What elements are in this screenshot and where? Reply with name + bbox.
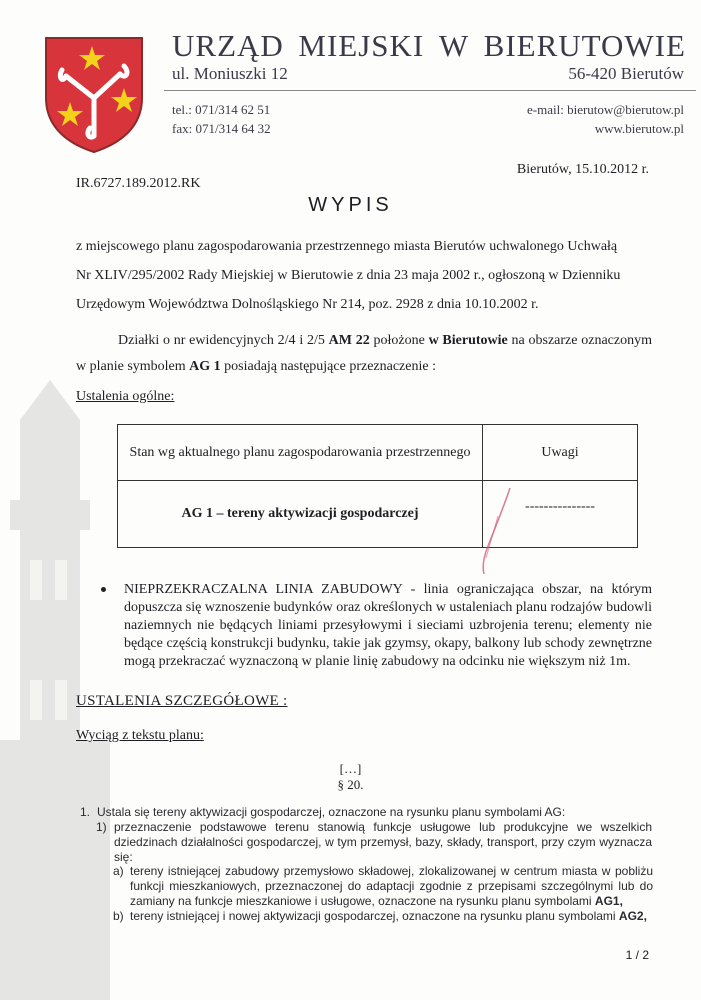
- list-number: 1.: [80, 805, 91, 819]
- list-item: [113, 909, 653, 924]
- intro-line: Nr XLIV/295/2002 Rady Miejskiej w Bierutowie z dnia 23 maja 2002 r., ogłoszoną w Dzienniku: [76, 268, 621, 283]
- list-text: [130, 909, 653, 924]
- list-item: [80, 805, 660, 820]
- office-name-word: BIERUTOWIE: [483, 28, 686, 63]
- intro-line: z miejscowego planu zagospodarowania przestrzennego miasta Bierutów uchwalonego Uchwałą: [76, 239, 618, 254]
- bullet-dot: [101, 587, 106, 592]
- intro-paragraph: [76, 232, 652, 319]
- phone-number: tel.: 071/314 62 51: [172, 102, 271, 117]
- phone-block: [172, 100, 271, 138]
- list-text-part: tereny istniejącej zabudowy przemysłowo składowej, zlokalizowanej w centrum miasta w pobliżu funkcji mieszkaniowych, przeznaczonej do adaptacji zgodnie z przepisami szczególnymi lub do zamiany na funkcje mieszkaniowe i usługowe, oznaczone na rysunku planu symbolami: [130, 864, 653, 908]
- parcels-text: na obszarze oznaczonym w planie symbolem: [76, 333, 652, 374]
- paragraph-number: § 20.: [337, 777, 364, 792]
- parcels-location: w Bierutowie: [428, 333, 508, 348]
- online-block: [527, 100, 684, 138]
- intro-line: Urzędowym Województwa Dolnośląskiego Nr 214, poz. 2928 z dnia 10.10.2002 r.: [76, 297, 539, 312]
- plan-excerpt-heading: Wyciąg z tekstu planu:: [76, 728, 204, 743]
- list-symbol: AG1,: [594, 894, 623, 908]
- map-sheet-number: AM 22: [328, 333, 370, 348]
- office-name-word: MIEJSKI: [298, 28, 425, 63]
- zoning-table: [117, 424, 638, 548]
- detailed-provisions-heading: USTALENIA SZCZEGÓŁOWE :: [76, 693, 288, 709]
- section-marker: [0, 761, 701, 793]
- list-symbol: AG2,: [618, 909, 647, 923]
- parcels-text: Działki o nr ewidencyjnych 2/4 i 2/5: [118, 333, 329, 348]
- building-line-definition: NIEPRZEKRACZALNA LINIA ZABUDOWY - linia ograniczająca obszar, na którym dopuszcza się wznoszenie budynków oraz określonych w ustaleniach planu rodzajów budowli naziemnych nie będących liniami przesyłowymi i sieciami uzbrojenia terenu; elementy nie będące częścią konstrukcji budynku, takie jak gzymsy, okapy, balkony lub schody zewnętrzne mogą przekraczać wyznaczoną w planie linię zabudowy na odcinku nie większym niż 1m.: [124, 582, 652, 669]
- office-name: [172, 28, 686, 64]
- website-address: www.bierutow.pl: [594, 121, 684, 136]
- plan-symbol: AG 1: [189, 359, 221, 374]
- list-number: a): [113, 864, 124, 878]
- header-divider: [164, 90, 696, 91]
- fax-number: fax: 071/314 64 32: [172, 121, 271, 136]
- table-header-remarks: Uwagi: [483, 425, 638, 481]
- pen-mark-icon: [474, 486, 514, 576]
- postal-address: 56-420 Bierutów: [568, 64, 684, 83]
- contact-row: [172, 100, 684, 138]
- coat-of-arms-icon: [44, 36, 144, 154]
- table-cell-remarks: ---------------: [483, 481, 638, 548]
- list-number: 1): [96, 820, 107, 834]
- general-provisions-heading: Ustalenia ogólne:: [76, 389, 175, 404]
- document-title: WYPIS: [308, 194, 393, 216]
- list-text: przeznaczenie podstawowe terenu stanowią funkcje usługowe lub produkcyjne we wszelkich dziedzinach działalności gospodarczej, w tym przemysł, bazy, składy, transport, przy czym wyznacza się:: [114, 820, 652, 864]
- table-cell-zone: AG 1 – tereny aktywizacji gospodarczej: [118, 481, 483, 548]
- address-row: [172, 64, 684, 84]
- street-address: ul. Moniuszki 12: [172, 64, 288, 83]
- office-name-word: W: [438, 28, 470, 63]
- parcels-paragraph: [76, 328, 652, 380]
- table-header-row: [118, 425, 638, 481]
- page-number: 1 / 2: [625, 948, 649, 962]
- list-item: [113, 864, 653, 909]
- table-row: [118, 481, 638, 548]
- list-text: [130, 864, 653, 909]
- reference-number: IR.6727.189.2012.RK: [76, 176, 201, 191]
- list-number: b): [113, 909, 124, 923]
- list-text: Ustala się tereny aktywizacji gospodarczej, oznaczone na rysunku planu symbolami AG:: [97, 805, 566, 819]
- list-text-part: tereny istniejącej i nowej aktywizacji gospodarczej, oznaczone na rysunku planu symbolami: [130, 909, 619, 923]
- parcels-text: posiadają następujące przeznaczenie :: [220, 359, 436, 374]
- table-header-plan-status: Stan wg aktualnego planu zagospodarowania przestrzennego: [118, 425, 483, 481]
- list-item: [96, 820, 652, 865]
- email-address: e-mail: bierutow@bierutow.pl: [527, 102, 684, 117]
- ellipsis: […]: [339, 761, 362, 776]
- watermark-tower: [0, 380, 120, 1000]
- place-date: Bierutów, 15.10.2012 r.: [516, 162, 649, 177]
- office-name-word: URZĄD: [172, 28, 284, 63]
- parcels-text: położone: [369, 333, 429, 348]
